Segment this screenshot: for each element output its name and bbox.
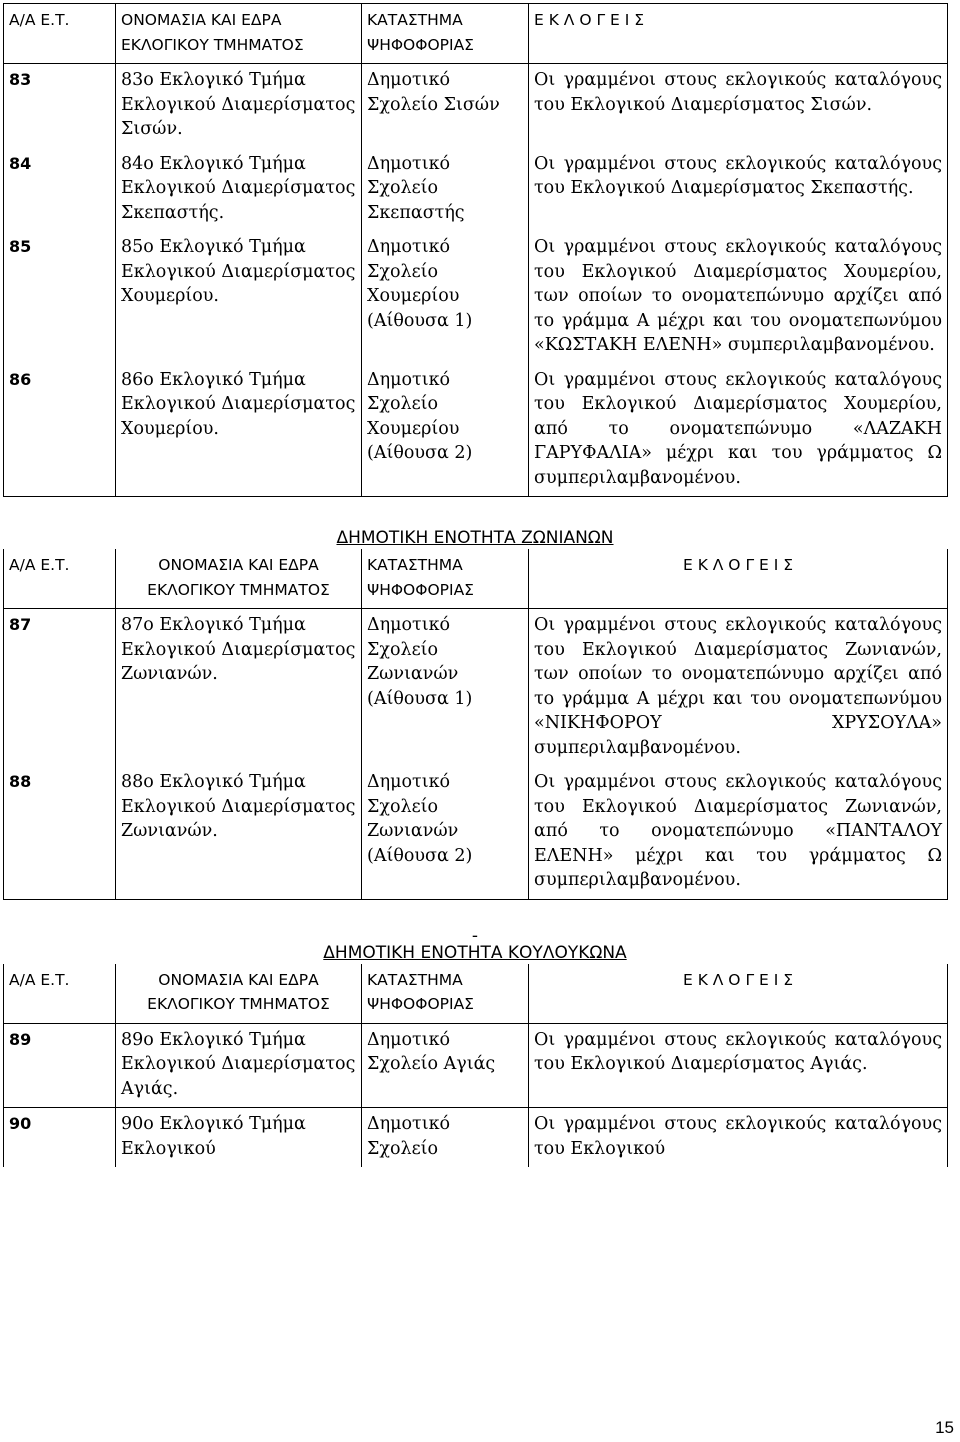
polling-station: Δημοτικό Σχολείο [362, 1108, 529, 1168]
col-aa-header: Α/Α Ε.Τ. [4, 4, 116, 64]
polling-station: Δημοτικό Σχολείο Αγιάς [362, 1023, 529, 1108]
polling-table-1 [3, 3, 948, 497]
table-row [4, 766, 948, 899]
col-station-header: ΚΑΤΑΣΤΗΜΑ ΨΗΦΟΦΟΡΙΑΣ [362, 549, 529, 609]
section-name: 90ο Εκλογικό Τμήμα Εκλογικού [116, 1108, 362, 1168]
polling-station: Δημοτικό Σχολείο Σκεπαστής [362, 148, 529, 232]
table-header [4, 549, 948, 609]
col-station-header: ΚΑΤΑΣΤΗΜΑ ΨΗΦΟΦΟΡΙΑΣ [362, 964, 529, 1024]
col-aa-header: Α/Α Ε.Τ. [4, 549, 116, 609]
table-row [4, 148, 948, 232]
table-header [4, 4, 948, 64]
table-row [4, 64, 948, 148]
col-voters-header: Ε Κ Λ Ο Γ Ε Ι Σ [529, 4, 948, 64]
polling-station: Δημοτικό Σχολείο Σισών [362, 64, 529, 148]
col-name-header: ΟΝΟΜΑΣΙΑ ΚΑΙ ΕΔΡΑ ΕΚΛΟΓΙΚΟΥ ΤΜΗΜΑΤΟΣ [116, 4, 362, 64]
voters-description: Οι γραμμένοι στους εκλογικούς καταλόγους του Εκλογικού Διαμερίσματος Ζωνιανών, των οποίων το ονοματεπώνυμο αρχίζει από το γράμμα Α μέχρι και του ονοματεπωνύμου «ΝΙΚΗΦΟΡΟΥ ΧΡΥΣΟΥΛΑ» συμπεριλαμβανομένου. [529, 609, 948, 767]
voters-description: Οι γραμμένοι στους εκλογικούς καταλόγους του Εκλογικού Διαμερίσματος Χουμερίου, των οποίων το ονοματεπώνυμο αρχίζει από το γράμμα Α μέχρι και του ονοματεπωνύμου «ΚΩΣΤΑΚΗ ΕΛΕΝΗ» συμπεριλαμβανομένου. [529, 231, 948, 364]
section-title: ΔΗΜΟΤΙΚΗ ΕΝΟΤΗΤΑ ΖΩΝΙΑΝΩΝ [336, 528, 614, 548]
col-voters-header: Ε Κ Λ Ο Γ Ε Ι Σ [529, 964, 948, 1024]
voters-description: Οι γραμμένοι στους εκλογικούς καταλόγους του Εκλογικού Διαμερίσματος Σισών. [529, 64, 948, 148]
row-number: 86 [4, 364, 116, 497]
col-aa-header: Α/Α Ε.Τ. [4, 964, 116, 1024]
section-name: 87ο Εκλογικό Τμήμα Εκλογικού Διαμερίσματος Ζωνιανών. [116, 609, 362, 767]
col-station-header: ΚΑΤΑΣΤΗΜΑ ΨΗΦΟΦΟΡΙΑΣ [362, 4, 529, 64]
table-row [4, 1023, 948, 1108]
section-name: 84ο Εκλογικό Τμήμα Εκλογικού Διαμερίσματος Σκεπαστής. [116, 148, 362, 232]
table-header [4, 964, 948, 1024]
row-number: 85 [4, 231, 116, 364]
col-name-header: ΟΝΟΜΑΣΙΑ ΚΑΙ ΕΔΡΑ ΕΚΛΟΓΙΚΟΥ ΤΜΗΜΑΤΟΣ [116, 964, 362, 1024]
polling-station: Δημοτικό Σχολείο Χουμερίου (Αίθουσα 2) [362, 364, 529, 497]
col-name-header: ΟΝΟΜΑΣΙΑ ΚΑΙ ΕΔΡΑ ΕΚΛΟΓΙΚΟΥ ΤΜΗΜΑΤΟΣ [116, 549, 362, 609]
section-name: 83ο Εκλογικό Τμήμα Εκλογικού Διαμερίσματος Σισών. [116, 64, 362, 148]
page-number: 15 [935, 1418, 954, 1437]
voters-description: Οι γραμμένοι στους εκλογικούς καταλόγους του Εκλογικού [529, 1108, 948, 1168]
polling-station: Δημοτικό Σχολείο Ζωνιανών (Αίθουσα 2) [362, 766, 529, 899]
row-number: 90 [4, 1108, 116, 1168]
row-number: 84 [4, 148, 116, 232]
polling-table-2 [3, 549, 948, 900]
section-name: 88ο Εκλογικό Τμήμα Εκλογικού Διαμερίσματος Ζωνιανών. [116, 766, 362, 899]
section-name: 89ο Εκλογικό Τμήμα Εκλογικού Διαμερίσματος Αγιάς. [116, 1023, 362, 1108]
row-number: 87 [4, 609, 116, 767]
polling-station: Δημοτικό Σχολείο Ζωνιανών (Αίθουσα 1) [362, 609, 529, 767]
polling-table-3 [3, 964, 948, 1168]
row-number: 83 [4, 64, 116, 148]
col-voters-header: Ε Κ Λ Ο Γ Ε Ι Σ [529, 549, 948, 609]
voters-description: Οι γραμμένοι στους εκλογικούς καταλόγους του Εκλογικού Διαμερίσματος Ζωνιανών, από το ονοματεπώνυμο «ΠΑΝΤΑΛΟΥ ΕΛΕΝΗ» μέχρι και του γράμματος Ω συμπεριλαμβανομένου. [529, 766, 948, 899]
section-name: 85ο Εκλογικό Τμήμα Εκλογικού Διαμερίσματος Χουμερίου. [116, 231, 362, 364]
voters-description: Οι γραμμένοι στους εκλογικούς καταλόγους του Εκλογικού Διαμερίσματος Χουμερίου, από το ονοματεπώνυμο «ΛΑΖΑΚΗ ΓΑΡΥΦΑΛΙΑ» μέχρι και του γράμματος Ω συμπεριλαμβανομένου. [529, 364, 948, 497]
section-name: 86ο Εκλογικό Τμήμα Εκλογικού Διαμερίσματος Χουμερίου. [116, 364, 362, 497]
row-number: 89 [4, 1023, 116, 1108]
voters-description: Οι γραμμένοι στους εκλογικούς καταλόγους του Εκλογικού Διαμερίσματος Σκεπαστής. [529, 148, 948, 232]
table-row [4, 609, 948, 767]
row-number: 88 [4, 766, 116, 899]
section-dash: - [471, 925, 479, 946]
polling-station: Δημοτικό Σχολείο Χουμερίου (Αίθουσα 1) [362, 231, 529, 364]
table-row [4, 364, 948, 497]
voters-description: Οι γραμμένοι στους εκλογικούς καταλόγους του Εκλογικού Διαμερίσματος Αγιάς. [529, 1023, 948, 1108]
table-row [4, 231, 948, 364]
section-title: ΔΗΜΟΤΙΚΗ ΕΝΟΤΗΤΑ ΚΟΥΛΟΥΚΩΝΑ [323, 942, 627, 963]
document-page [3, 3, 947, 1167]
table-row [4, 1108, 948, 1168]
